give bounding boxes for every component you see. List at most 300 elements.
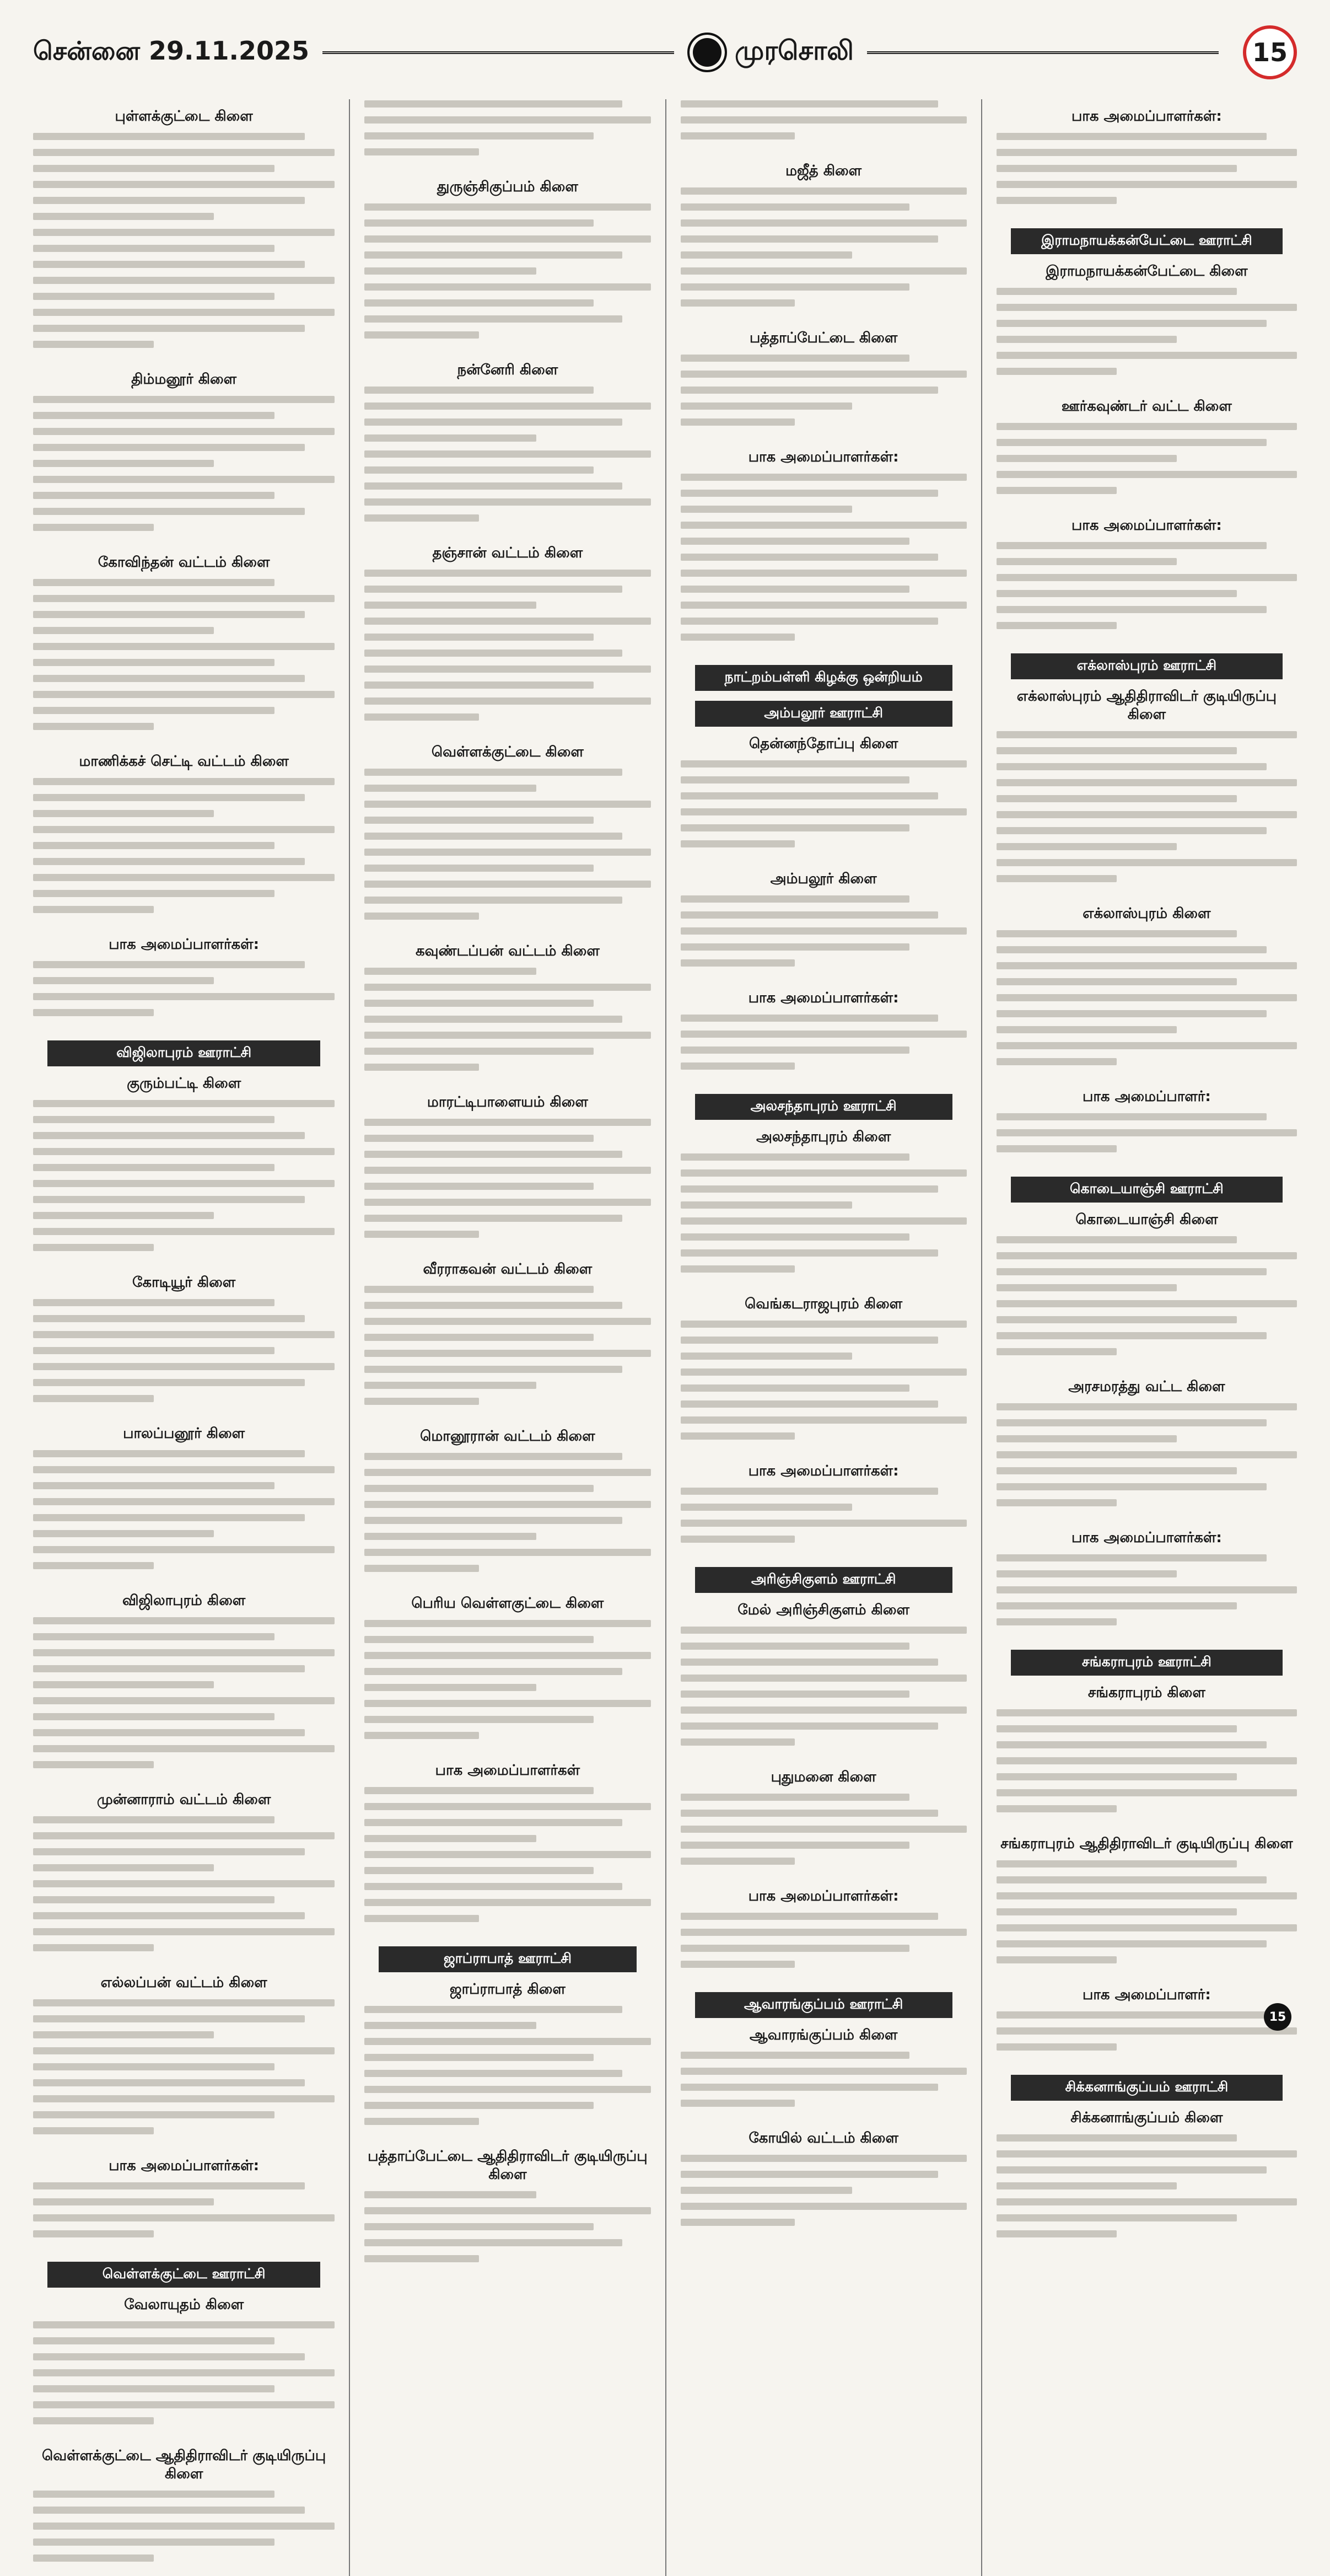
text-line-placeholder	[364, 235, 650, 243]
body-text-placeholder	[681, 186, 967, 321]
text-line-placeholder	[33, 794, 305, 801]
body-text-placeholder	[681, 353, 967, 440]
text-line-placeholder	[681, 1826, 967, 1833]
body-text-placeholder	[997, 422, 1297, 508]
text-line-placeholder	[33, 1116, 274, 1123]
text-line-placeholder	[364, 482, 622, 490]
branch-heading: கோயில் வட்டம் கிளை	[749, 2130, 898, 2146]
text-line-placeholder	[33, 197, 305, 204]
branch-heading: முன்னாராம் வட்டம் கிளை	[96, 1791, 271, 1808]
text-line-placeholder	[997, 336, 1177, 343]
text-line-placeholder	[997, 542, 1267, 549]
text-line-placeholder	[33, 595, 335, 602]
text-line-placeholder	[997, 352, 1297, 359]
text-line-placeholder	[33, 858, 305, 865]
text-line-placeholder	[681, 418, 795, 426]
text-line-placeholder	[681, 792, 938, 799]
text-line-placeholder	[997, 1499, 1117, 1506]
text-line-placeholder	[33, 2214, 335, 2221]
text-line-placeholder	[681, 1504, 853, 1511]
text-line-placeholder	[997, 994, 1297, 1001]
text-line-placeholder	[33, 1649, 335, 1656]
branch-heading: திம்மனூர் கிளை	[131, 371, 237, 388]
text-line-placeholder	[997, 133, 1267, 140]
text-line-placeholder	[364, 849, 650, 856]
text-line-placeholder	[681, 911, 938, 919]
text-line-placeholder	[681, 1627, 967, 1634]
text-line-placeholder	[681, 943, 909, 951]
text-line-placeholder	[997, 763, 1267, 770]
text-line-placeholder	[997, 1419, 1267, 1426]
body-text-placeholder	[681, 1625, 967, 1760]
text-line-placeholder	[997, 574, 1297, 581]
text-line-placeholder	[997, 288, 1237, 295]
text-line-placeholder	[997, 1789, 1297, 1796]
text-line-placeholder	[997, 1268, 1267, 1275]
body-text-placeholder	[681, 894, 967, 981]
body-text-placeholder	[997, 1402, 1297, 1521]
text-line-placeholder	[33, 691, 335, 698]
panchayat-banner: நாட்றம்பள்ளி கிழக்கு ஒன்றியம்	[695, 665, 952, 691]
body-text-placeholder	[997, 1859, 1297, 1978]
text-line-placeholder	[364, 1334, 593, 1341]
text-line-placeholder	[364, 299, 593, 307]
text-line-placeholder	[681, 1536, 795, 1543]
text-line-placeholder	[997, 606, 1267, 613]
branch-heading: மாரட்டிபாளையம் கிளை	[427, 1094, 588, 1110]
body-text-placeholder	[681, 759, 967, 862]
text-line-placeholder	[364, 402, 650, 410]
text-line-placeholder	[364, 315, 622, 323]
panchayat-banner: ஆவாரங்குப்பம் ஊராட்சி	[695, 1992, 952, 2018]
text-line-placeholder	[33, 444, 305, 451]
body-text-placeholder	[33, 1998, 335, 2149]
text-line-placeholder	[997, 978, 1237, 985]
text-line-placeholder	[681, 1690, 909, 1698]
panchayat-banner: கொடையாஞ்சி ஊராட்சி	[1011, 1177, 1283, 1203]
text-line-placeholder	[997, 1876, 1267, 1883]
text-line-placeholder	[681, 2219, 795, 2226]
text-line-placeholder	[997, 487, 1117, 494]
text-line-placeholder	[33, 1729, 305, 1736]
text-line-placeholder	[364, 1135, 593, 1142]
text-line-placeholder	[364, 1048, 593, 1055]
text-line-placeholder	[364, 2255, 479, 2262]
text-line-placeholder	[33, 2369, 335, 2376]
branch-heading: சங்கராபுரம் கிளை	[1087, 1684, 1205, 1701]
branch-heading: கொடையாஞ்சி கிளை	[1075, 1211, 1218, 1228]
body-text-placeholder	[33, 578, 335, 744]
text-line-placeholder	[681, 402, 853, 410]
text-line-placeholder	[33, 1363, 335, 1370]
text-line-placeholder	[364, 1668, 622, 1675]
text-line-placeholder	[997, 149, 1297, 156]
body-text-placeholder	[681, 1013, 967, 1084]
body-text-placeholder	[681, 1486, 967, 1557]
branch-heading: புள்ளக்குட்டை கிளை	[115, 108, 253, 125]
text-line-placeholder	[681, 2203, 967, 2210]
body-text-placeholder	[681, 1152, 967, 1287]
text-line-placeholder	[33, 2047, 335, 2054]
text-line-placeholder	[33, 675, 305, 682]
text-line-placeholder	[997, 1924, 1297, 1931]
body-text-placeholder	[364, 99, 650, 170]
text-line-placeholder	[681, 2068, 967, 2075]
masthead-rule-right	[867, 51, 1219, 54]
text-line-placeholder	[364, 666, 650, 673]
branch-heading: பாக அமைப்பாளர்கள்:	[1071, 517, 1222, 534]
branch-heading: அம்பலூர் கிளை	[770, 871, 877, 887]
text-line-placeholder	[681, 776, 909, 783]
text-line-placeholder	[33, 1244, 154, 1251]
body-text-placeholder	[997, 1553, 1297, 1640]
text-line-placeholder	[364, 785, 536, 792]
text-line-placeholder	[364, 833, 622, 840]
panchayat-banner: அலசந்தாபுரம் ஊராட்சி	[695, 1094, 952, 1120]
branch-heading: மொனூரான் வட்டம் கிளை	[420, 1428, 595, 1445]
text-line-placeholder	[681, 554, 938, 561]
text-line-placeholder	[997, 1860, 1237, 1867]
text-line-placeholder	[364, 2054, 593, 2061]
text-line-placeholder	[997, 1026, 1177, 1033]
panchayat-banner: இராமநாயக்கன்பேட்டை ஊராட்சி	[1011, 228, 1283, 254]
text-line-placeholder	[364, 434, 536, 442]
body-text-placeholder	[364, 1452, 650, 1586]
text-line-placeholder	[33, 611, 305, 618]
text-line-placeholder	[33, 1617, 335, 1624]
branch-heading: பாக அமைப்பாளர்கள்:	[109, 936, 260, 953]
text-line-placeholder	[681, 1675, 967, 1682]
text-line-placeholder	[681, 618, 938, 625]
text-line-placeholder	[997, 1300, 1297, 1307]
text-line-placeholder	[364, 466, 593, 474]
edition-date: சென்னை 29.11.2025	[33, 35, 310, 66]
panchayat-banner: விஜிலாபுரம் ஊராட்சி	[47, 1040, 320, 1066]
text-line-placeholder	[681, 1659, 938, 1666]
text-line-placeholder	[33, 165, 274, 172]
text-line-placeholder	[33, 1761, 154, 1768]
text-line-placeholder	[364, 1867, 593, 1874]
text-line-placeholder	[364, 1366, 622, 1373]
text-line-placeholder	[364, 1119, 650, 1126]
body-text-placeholder	[997, 2010, 1297, 2065]
text-line-placeholder	[364, 1652, 650, 1659]
text-line-placeholder	[681, 602, 967, 609]
text-line-placeholder	[997, 590, 1237, 597]
text-line-placeholder	[33, 1880, 335, 1887]
text-line-placeholder	[364, 1286, 593, 1293]
text-line-placeholder	[681, 1722, 938, 1730]
branch-heading: பாக அமைப்பாளர்:	[1082, 1088, 1211, 1105]
text-line-placeholder	[33, 1009, 154, 1016]
body-text-placeholder	[33, 132, 335, 362]
text-line-placeholder	[33, 341, 154, 348]
text-line-placeholder	[997, 1908, 1237, 1915]
body-text-placeholder	[997, 929, 1297, 1080]
text-line-placeholder	[997, 439, 1267, 446]
text-line-placeholder	[997, 731, 1297, 738]
text-line-placeholder	[364, 1899, 650, 1906]
text-line-placeholder	[33, 1912, 305, 1919]
text-line-placeholder	[33, 1148, 335, 1155]
text-line-placeholder	[33, 906, 154, 913]
text-line-placeholder	[997, 2027, 1297, 2035]
text-line-placeholder	[681, 1233, 909, 1241]
branch-heading: எல்லப்பன் வட்டம் கிளை	[100, 1974, 267, 1991]
text-line-placeholder	[33, 1498, 335, 1505]
text-line-placeholder	[681, 1169, 967, 1177]
text-line-placeholder	[33, 643, 335, 650]
branch-heading: பாக அமைப்பாளர்கள்:	[748, 449, 899, 465]
text-line-placeholder	[33, 2321, 335, 2328]
text-line-placeholder	[681, 1384, 909, 1392]
text-line-placeholder	[33, 293, 274, 300]
text-line-placeholder	[364, 1064, 479, 1071]
text-line-placeholder	[33, 627, 214, 634]
text-line-placeholder	[33, 1212, 214, 1219]
panchayat-banner: சிக்கனாங்குப்பம் ஊராட்சி	[1011, 2075, 1283, 2101]
text-line-placeholder	[33, 2015, 305, 2022]
text-line-placeholder	[997, 930, 1237, 937]
text-line-placeholder	[997, 1145, 1117, 1152]
text-line-placeholder	[997, 368, 1117, 375]
branch-heading: பெரிய வெள்ளகுட்டை கிளை	[411, 1595, 604, 1612]
text-line-placeholder	[33, 2337, 274, 2344]
branch-heading: வெள்ளக்குட்டை ஆதிதிராவிடர் குடியிருப்பு கிளை	[42, 2448, 326, 2482]
body-text-placeholder	[681, 2051, 967, 2121]
text-line-placeholder	[364, 602, 536, 609]
text-line-placeholder	[364, 498, 650, 506]
branch-heading: பாக அமைப்பாளர்:	[1082, 1987, 1211, 2003]
text-line-placeholder	[997, 1113, 1267, 1120]
text-line-placeholder	[364, 1565, 479, 1572]
text-line-placeholder	[997, 811, 1297, 818]
text-line-placeholder	[364, 2038, 650, 2045]
text-line-placeholder	[33, 1315, 305, 1322]
body-text-placeholder	[997, 1235, 1297, 1370]
text-line-placeholder	[997, 747, 1237, 754]
text-line-placeholder	[364, 681, 593, 689]
body-text-placeholder	[681, 1912, 967, 1982]
text-line-placeholder	[997, 875, 1117, 882]
text-line-placeholder	[364, 2006, 622, 2013]
body-text-placeholder	[681, 1319, 967, 1454]
text-line-placeholder	[681, 2052, 909, 2059]
text-line-placeholder	[681, 1794, 909, 1801]
body-text-placeholder	[364, 1619, 650, 1753]
text-line-placeholder	[364, 418, 622, 426]
text-line-placeholder	[364, 1883, 622, 1890]
text-line-placeholder	[364, 100, 622, 108]
text-line-placeholder	[997, 320, 1267, 327]
branch-heading: பாக அமைப்பாளர்கள்:	[748, 1463, 899, 1479]
text-line-placeholder	[33, 2230, 154, 2237]
text-line-placeholder	[681, 1015, 938, 1022]
column-2	[349, 99, 665, 2576]
text-line-placeholder	[997, 2214, 1237, 2221]
body-text-placeholder	[364, 202, 650, 353]
text-line-placeholder	[997, 2166, 1267, 2174]
text-line-placeholder	[681, 355, 909, 362]
text-line-placeholder	[997, 1236, 1237, 1243]
panchayat-banner: அரிஞ்சிகுளம் ஊராட்சி	[695, 1567, 952, 1593]
text-line-placeholder	[33, 1713, 274, 1720]
text-line-placeholder	[681, 1961, 795, 1968]
text-line-placeholder	[364, 2223, 593, 2230]
text-line-placeholder	[997, 304, 1297, 311]
text-line-placeholder	[681, 1353, 853, 1360]
text-line-placeholder	[681, 267, 967, 275]
panchayat-banner: ஜாப்ராபாத் ஊராட்சி	[379, 1946, 636, 1972]
text-line-placeholder	[681, 1368, 967, 1376]
text-line-placeholder	[364, 1787, 593, 1794]
text-line-placeholder	[33, 2417, 154, 2424]
panchayat-banner: வெள்ளக்குட்டை ஊராட்சி	[47, 2262, 320, 2288]
text-line-placeholder	[33, 961, 305, 968]
text-line-placeholder	[681, 1432, 795, 1440]
text-line-placeholder	[33, 1896, 274, 1903]
text-line-placeholder	[364, 132, 593, 139]
text-line-placeholder	[33, 1514, 305, 1521]
text-line-placeholder	[364, 1851, 650, 1858]
text-line-placeholder	[997, 622, 1117, 629]
text-line-placeholder	[681, 387, 938, 394]
text-line-placeholder	[997, 1773, 1237, 1780]
text-line-placeholder	[364, 801, 650, 808]
text-line-placeholder	[33, 1633, 274, 1640]
text-line-placeholder	[681, 474, 967, 481]
text-line-placeholder	[364, 1732, 479, 1739]
text-line-placeholder	[33, 1999, 335, 2006]
branch-heading: வீரராகவன் வட்டம் கிளை	[423, 1261, 593, 1278]
text-line-placeholder	[681, 570, 967, 577]
text-line-placeholder	[33, 1395, 154, 1402]
body-text-placeholder	[33, 1099, 335, 1265]
text-line-placeholder	[997, 795, 1237, 802]
text-line-placeholder	[681, 2084, 938, 2091]
text-line-placeholder	[681, 1913, 938, 1920]
text-line-placeholder	[364, 1803, 650, 1810]
column-4	[981, 99, 1297, 2576]
branch-heading: துருஞ்சிகுப்பம் கிளை	[437, 179, 578, 195]
text-line-placeholder	[997, 455, 1177, 462]
text-line-placeholder	[33, 133, 305, 140]
text-line-placeholder	[364, 450, 650, 458]
text-line-placeholder	[364, 570, 650, 577]
text-line-placeholder	[364, 1469, 650, 1476]
text-line-placeholder	[997, 1467, 1237, 1474]
column-1	[33, 99, 349, 2576]
text-line-placeholder	[364, 1151, 622, 1158]
text-line-placeholder	[364, 1684, 536, 1691]
body-text-placeholder	[33, 1298, 335, 1416]
text-line-placeholder	[681, 203, 909, 211]
text-line-placeholder	[33, 2198, 214, 2205]
text-line-placeholder	[33, 1331, 335, 1338]
text-line-placeholder	[681, 1337, 938, 1344]
body-text-placeholder	[33, 2489, 335, 2576]
body-text-placeholder	[33, 1616, 335, 1783]
text-line-placeholder	[997, 2011, 1267, 2019]
paper-logo	[687, 33, 854, 72]
text-line-placeholder	[997, 558, 1177, 565]
text-line-placeholder	[997, 827, 1267, 834]
paper-name: முரசொலி	[735, 35, 854, 66]
text-line-placeholder	[33, 1848, 305, 1855]
text-line-placeholder	[33, 1681, 214, 1688]
text-line-placeholder	[364, 713, 479, 721]
text-line-placeholder	[33, 890, 274, 897]
text-line-placeholder	[364, 650, 622, 657]
text-line-placeholder	[997, 197, 1117, 204]
branch-heading: வெங்கடராஜபுரம் கிளை	[745, 1296, 903, 1312]
text-line-placeholder	[364, 1032, 650, 1039]
text-line-placeholder	[364, 1485, 593, 1492]
text-line-placeholder	[681, 1185, 938, 1193]
text-line-placeholder	[997, 1741, 1267, 1748]
masthead	[33, 22, 1297, 83]
text-line-placeholder	[33, 874, 335, 881]
text-line-placeholder	[33, 412, 274, 419]
text-line-placeholder	[33, 2491, 274, 2498]
text-line-placeholder	[364, 1215, 622, 1222]
body-text-placeholder	[997, 2133, 1297, 2252]
text-line-placeholder	[997, 1435, 1177, 1442]
branch-heading: வேலாயுதம் கிளை	[124, 2296, 244, 2313]
text-line-placeholder	[997, 1010, 1267, 1017]
text-line-placeholder	[33, 659, 274, 666]
text-line-placeholder	[997, 843, 1177, 850]
body-text-placeholder	[997, 541, 1297, 643]
text-line-placeholder	[681, 1062, 795, 1070]
text-line-placeholder	[33, 2111, 274, 2118]
text-line-placeholder	[364, 1636, 593, 1643]
text-line-placeholder	[364, 2118, 479, 2125]
text-line-placeholder	[364, 984, 650, 991]
text-line-placeholder	[681, 808, 967, 815]
text-line-placeholder	[33, 2182, 305, 2189]
page-number-badge: 15	[1243, 25, 1297, 79]
body-text-placeholder	[681, 99, 967, 154]
text-line-placeholder	[997, 1483, 1267, 1490]
text-line-placeholder	[997, 1129, 1297, 1136]
text-line-placeholder	[364, 1549, 650, 1556]
text-line-placeholder	[364, 1501, 650, 1508]
text-line-placeholder	[997, 2230, 1117, 2237]
text-line-placeholder	[364, 1302, 622, 1309]
text-line-placeholder	[33, 1546, 335, 1553]
text-line-placeholder	[364, 1533, 536, 1540]
text-line-placeholder	[33, 2353, 305, 2360]
branch-heading: பாக அமைப்பாளர்கள்:	[748, 1888, 899, 1904]
text-line-placeholder	[997, 1709, 1297, 1716]
branch-heading: பாக அமைப்பாளர்கள்:	[748, 990, 899, 1006]
branch-heading: அலசந்தாபுரம் கிளை	[756, 1129, 891, 1145]
text-line-placeholder	[364, 897, 622, 904]
text-line-placeholder	[364, 634, 593, 641]
text-line-placeholder	[681, 1153, 909, 1161]
body-text-placeholder	[681, 473, 967, 655]
text-line-placeholder	[681, 1265, 795, 1273]
text-line-placeholder	[364, 387, 593, 394]
branch-heading: குரும்பட்டி கிளை	[127, 1075, 241, 1092]
panchayat-banner: அம்பலூர் ஊராட்சி	[695, 701, 952, 727]
text-line-placeholder	[681, 2187, 853, 2194]
text-line-placeholder	[997, 1403, 1297, 1410]
branch-heading: சங்கராபுரம் ஆதிதிராவிடர் குடியிருப்பு கிளை	[1000, 1836, 1293, 1852]
text-line-placeholder	[33, 149, 335, 156]
text-line-placeholder	[997, 1602, 1237, 1609]
